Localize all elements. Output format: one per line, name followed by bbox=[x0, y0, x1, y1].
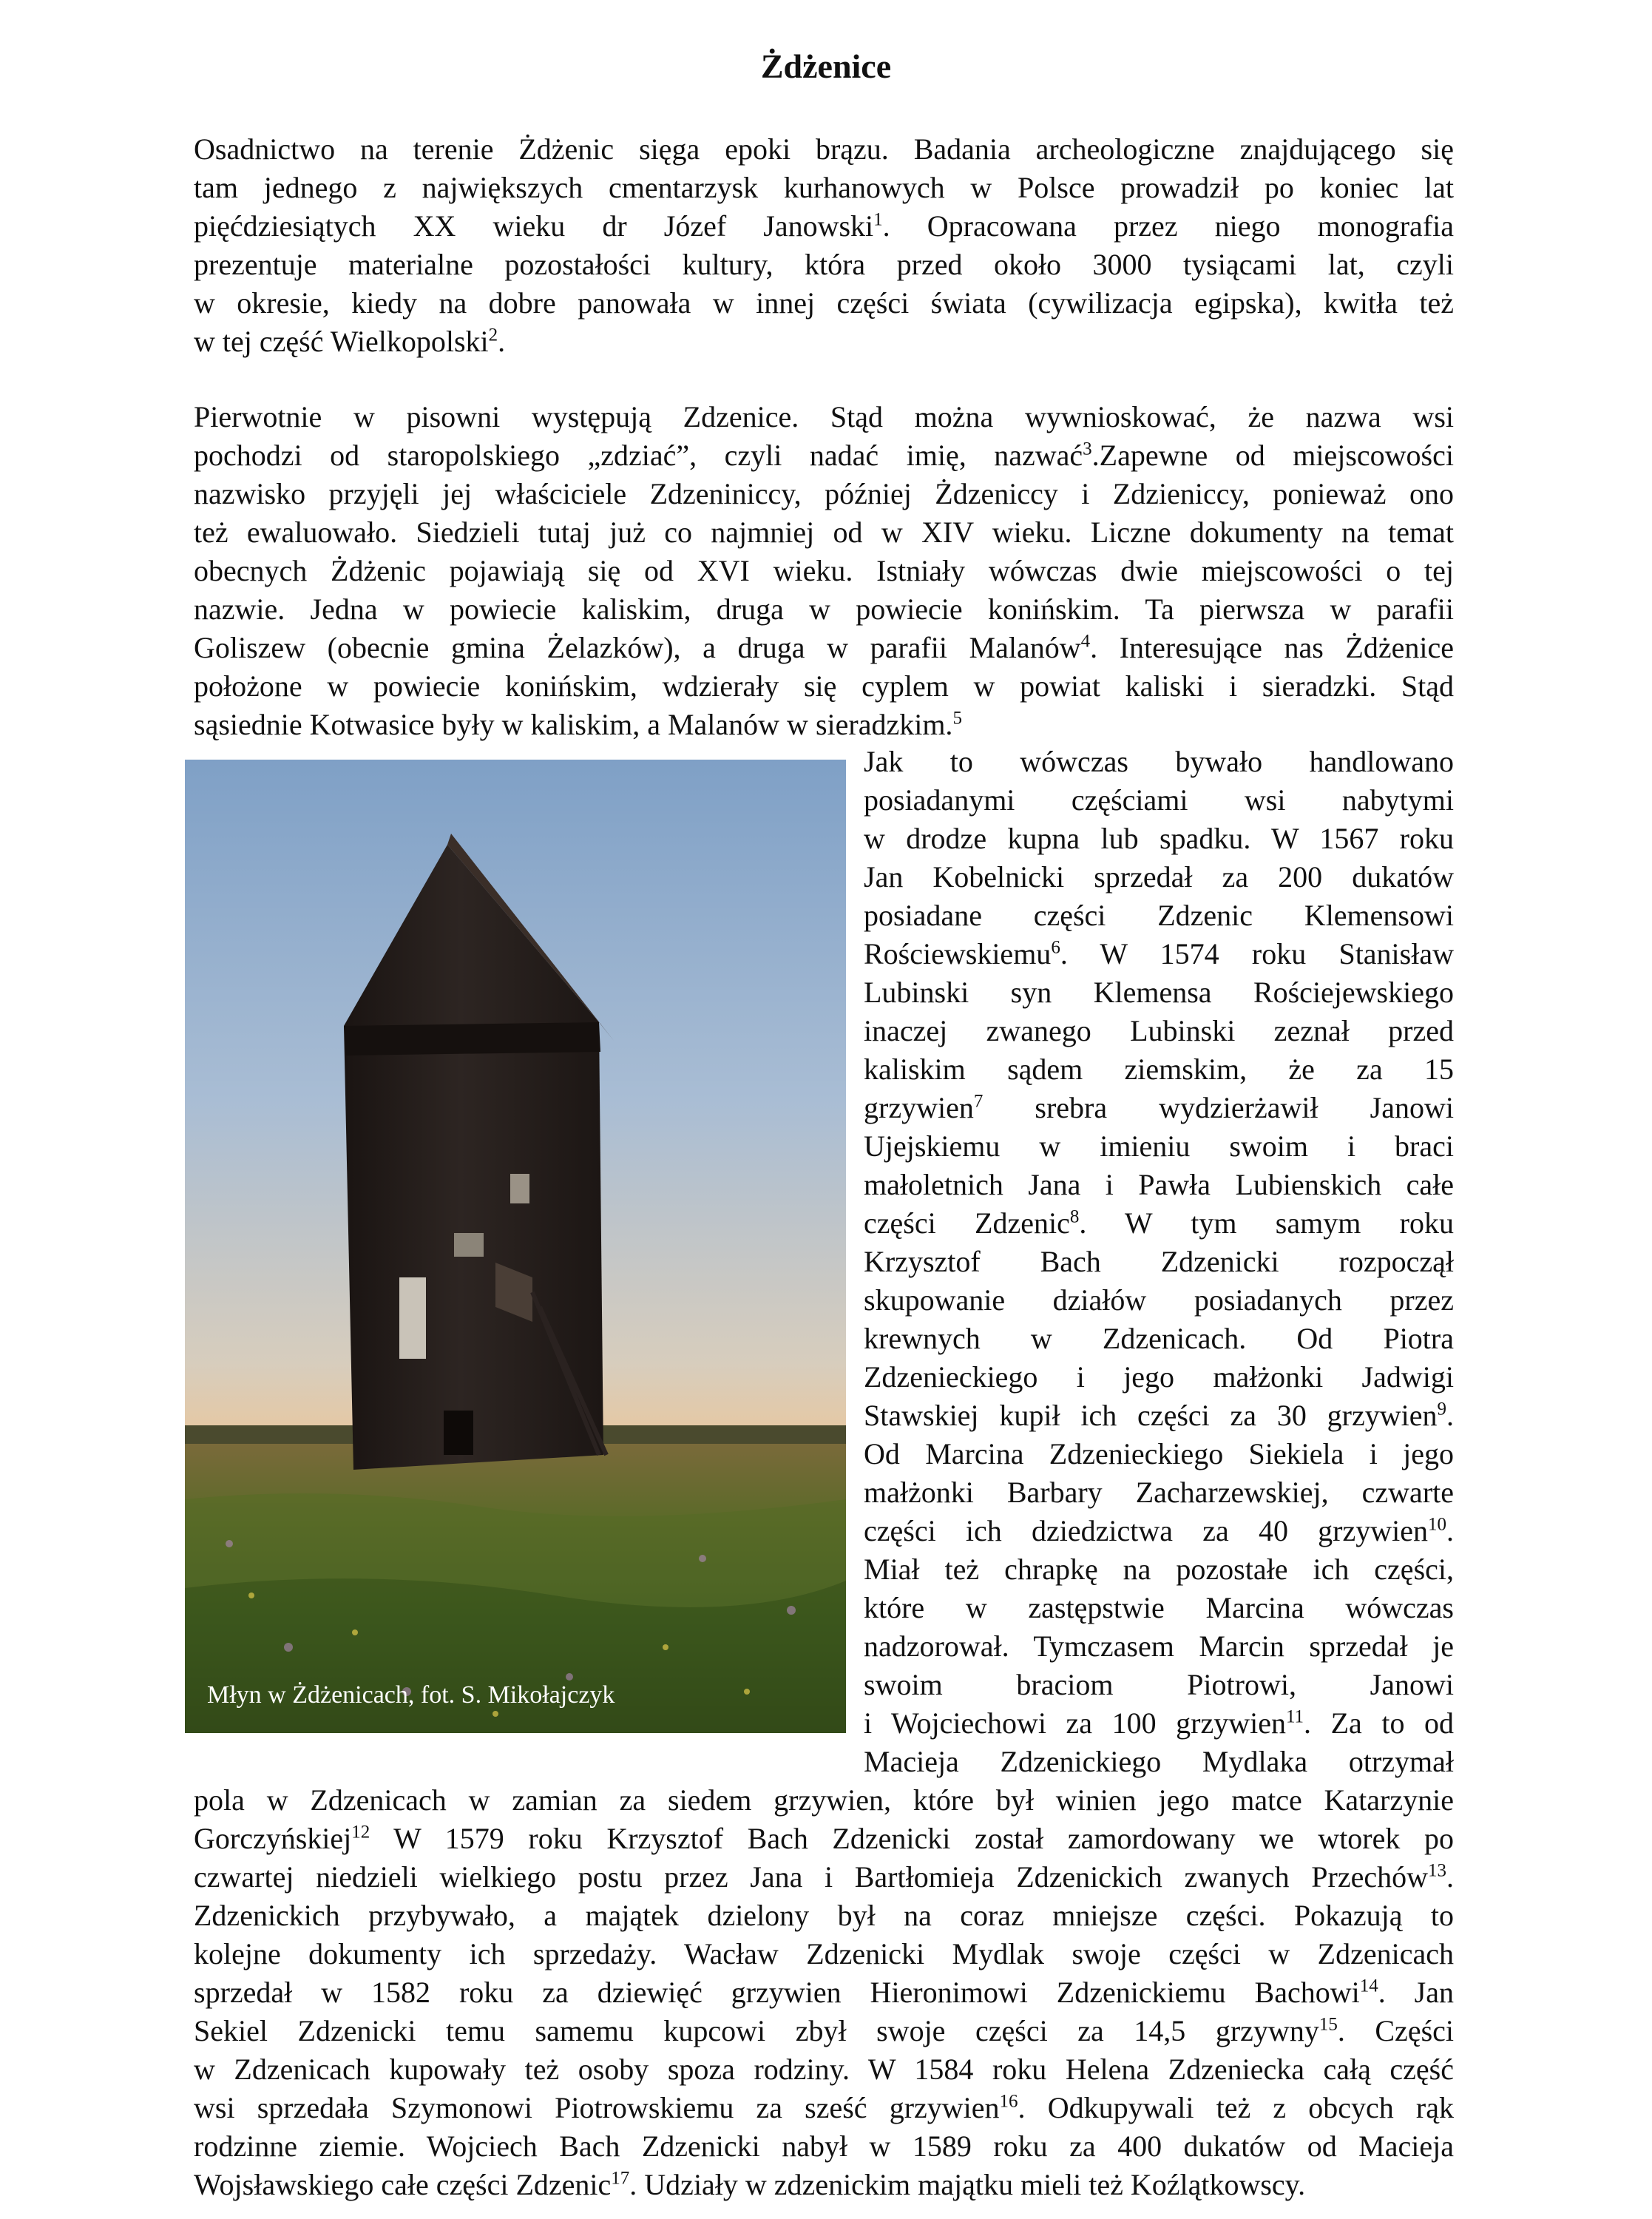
text-line: kaliskim sądem ziemskim, że za 15 bbox=[864, 1053, 1454, 1086]
text-line: też ewaluowało. Siedzieli tutaj już co najmniej od w XIV wieku. Liczne dokumenty na temat bbox=[194, 516, 1454, 549]
text-line: Lubinski syn Klemensa Rościejewskiego bbox=[864, 976, 1454, 1009]
footnote-ref[interactable]: 11 bbox=[1285, 1706, 1304, 1727]
text-line: Zdzenieckiego i jego małżonki Jadwigi bbox=[864, 1360, 1454, 1394]
text-line: małżonki Barbary Zacharzewskiej, czwarte bbox=[864, 1476, 1454, 1509]
text-line: wsi sprzedała Szymonowi Piotrowskiemu za sześć grzywien$^{16}$. Odkupywali też z obcych rąk bbox=[194, 2091, 1454, 2124]
footnote-ref[interactable]: 14 bbox=[1359, 1976, 1378, 1996]
text-line: sąsiednie Kotwasice były w kaliskim, a Malanów w sieradzkim.$^5$ bbox=[194, 708, 962, 741]
footnote-ref[interactable]: 8 bbox=[1069, 1206, 1080, 1227]
text-line: Macieja Zdzenickiego Mydlaka otrzymał bbox=[864, 1745, 1454, 1778]
text-line: w okresie, kiedy na dobre panowała w innej części świata (cywilizacja egipska), kwitła też bbox=[194, 286, 1454, 320]
text-line: Stawskiej kupił ich części za 30 grzywien$^9$. bbox=[864, 1399, 1454, 1432]
text-line: sprzedał w 1582 roku za dziewięć grzywien Hieronimowi Zdzenickiemu Bachowi$^{14}$. Jan bbox=[194, 1976, 1454, 2009]
windmill-photo-image bbox=[185, 760, 846, 1733]
text-line: Goliszew (obecnie gmina Żelazków), a druga w parafii Malanów$^4$. Interesujące nas Żdżenice bbox=[194, 631, 1454, 664]
text-line: małoletnich Jana i Pawła Lubienskich całe bbox=[864, 1168, 1454, 1201]
text-line: Miał też chrapkę na pozostałe ich części, bbox=[864, 1553, 1454, 1586]
footnote-ref[interactable]: 1 bbox=[873, 209, 883, 230]
text-line: części ich dziedzictwa za 40 grzywien$^{10}$. bbox=[864, 1514, 1454, 1547]
text-line: obecnych Żdżenic pojawiają się od XVI wieku. Istniały wówczas dwie miejscowości o tej bbox=[194, 554, 1454, 587]
text-line: prezentuje materialne pozostałości kultury, która przed około 3000 tysiącami lat, czyli bbox=[194, 248, 1454, 281]
text-line: Sekiel Zdzenicki temu samemu kupcowi zbył swoje części za 14,5 grzywny$^{15}$. Części bbox=[194, 2014, 1455, 2047]
text-line: nadzorował. Tymczasem Marcin sprzedał je bbox=[864, 1629, 1454, 1663]
footnote-ref[interactable]: 17 bbox=[611, 2168, 630, 2189]
text-line: i Wojciechowi za 100 grzywien$^{11}$. Za to od bbox=[864, 1706, 1454, 1740]
footnote-ref[interactable]: 9 bbox=[1437, 1399, 1446, 1419]
text-line: Pierwotnie w pisowni występują Zdzenice. Stąd można wywnioskować, że nazwa wsi bbox=[194, 400, 1454, 433]
footnote-ref[interactable]: 10 bbox=[1428, 1514, 1446, 1535]
text-line: krewnych w Zdzenicach. Od Piotra bbox=[864, 1322, 1454, 1355]
footnote-ref[interactable]: 3 bbox=[1083, 439, 1092, 459]
text-line: inaczej zwanego Lubinski zeznał przed bbox=[864, 1014, 1454, 1047]
footnote-ref[interactable]: 15 bbox=[1318, 2014, 1338, 2035]
footnote-ref[interactable]: 4 bbox=[1080, 631, 1091, 652]
text-line: posiadanymi częściami wsi nabytymi bbox=[864, 783, 1454, 817]
footnote-ref[interactable]: 7 bbox=[973, 1091, 984, 1112]
text-line: kolejne dokumenty ich sprzedaży. Wacław Zdzenicki Mydlak swoje części w Zdzenicach bbox=[194, 1937, 1454, 1970]
text-line: Gorczyńskiej$^{12}$ W 1579 roku Krzysztof Bach Zdzenicki został zamordowany we wtorek po bbox=[194, 1822, 1454, 1855]
text-line: Krzysztof Bach Zdzenicki rozpoczął bbox=[864, 1245, 1454, 1278]
text-line: Wojsławskiego całe części Zdzenic$^{17}$. Udziały w zdzenickim majątku mieli też Koźlątkowscy. bbox=[194, 2168, 1306, 2201]
text-line: pola w Zdzenicach w zamian za siedem grzywien, które był winien jego matce Katarzynie bbox=[194, 1783, 1454, 1817]
footnote-ref[interactable]: 12 bbox=[351, 1822, 370, 1843]
text-line: tam jednego z największych cmentarzysk kurhanowych w Polsce prowadził po koniec lat bbox=[194, 171, 1454, 204]
text-line: Od Marcina Zdzenieckiego Siekiela i jego bbox=[864, 1437, 1454, 1470]
text-line: posiadane części Zdzenic Klemensowi bbox=[864, 899, 1454, 932]
text-line: rodzinne ziemie. Wojciech Bach Zdzenicki nabył w 1589 roku za 400 dukatów od Macieja bbox=[194, 2130, 1454, 2163]
footnote-ref[interactable]: 5 bbox=[952, 708, 962, 729]
text-line: Ujejskiemu w imieniu swoim i braci bbox=[864, 1129, 1454, 1163]
text-line: nazwie. Jedna w powiecie kaliskim, druga w powiecie konińskim. Ta pierwsza w parafii bbox=[194, 592, 1454, 626]
text-line: nazwisko przyjęli jej właściciele Zdzeniniccy, później Żdzeniccy i Zdzieniccy, ponieważ ono bbox=[194, 477, 1454, 510]
text-line: Rościewskiemu$^6$. W 1574 roku Stanisław bbox=[864, 937, 1454, 970]
text-line: w Zdzenicach kupowały też osoby spoza rodziny. W 1584 roku Helena Zdzeniecka całą część bbox=[194, 2053, 1454, 2086]
footnote-ref[interactable]: 16 bbox=[999, 2091, 1018, 2112]
page-title: Żdżenice bbox=[760, 47, 892, 85]
windmill-photo bbox=[185, 760, 846, 1733]
text-line: w tej część Wielkopolski$^2$. bbox=[194, 325, 506, 358]
text-line: części Zdzenic$^8$. W tym samym roku bbox=[864, 1206, 1454, 1240]
text-line: które w zastępstwie Marcina wówczas bbox=[864, 1591, 1454, 1624]
footnote-ref[interactable]: 13 bbox=[1428, 1860, 1446, 1881]
photo-caption: Młyn w Żdżenicach, fot. S. Mikołajczyk bbox=[207, 1681, 615, 1709]
text-line: czwartej niedzieli wielkiego postu przez Jana i Bartłomieja Zdzenickich zwanych Przechów$^{13}$. bbox=[194, 1860, 1454, 1894]
text-line: Jak to wówczas bywało handlowano bbox=[864, 745, 1454, 778]
text-line: w drodze kupna lub spadku. W 1567 roku bbox=[864, 822, 1454, 855]
footnote-ref[interactable]: 2 bbox=[488, 325, 498, 345]
text-line: położone w powiecie konińskim, wdzierały się cyplem w powiat kaliski i sieradzki. Stąd bbox=[194, 669, 1454, 703]
text-line: skupowanie działów posiadanych przez bbox=[864, 1283, 1454, 1317]
text-line: Osadnictwo na terenie Żdżenic sięga epoki brązu. Badania archeologiczne znajdującego się bbox=[194, 132, 1454, 166]
text-line: pięćdziesiątych XX wieku dr Józef Janowski$^1$. Opracowana przez niego monografia bbox=[194, 209, 1455, 243]
footnote-ref[interactable]: 6 bbox=[1051, 937, 1060, 958]
text-line: swoim braciom Piotrowi, Janowi bbox=[864, 1668, 1454, 1701]
text-line: pochodzi od staropolskiego „zdziać”, czyli nadać imię, nazwać$^3$.Zapewne od miejscowości bbox=[194, 439, 1454, 472]
text-line: grzywien$^7$ srebra wydzierżawił Janowi bbox=[864, 1091, 1454, 1124]
text-line: Zdzenickich przybywało, a majątek dzielony był na coraz mniejsze części. Pokazują to bbox=[194, 1899, 1454, 1932]
text-line: Jan Kobelnicki sprzedał za 200 dukatów bbox=[864, 860, 1454, 894]
